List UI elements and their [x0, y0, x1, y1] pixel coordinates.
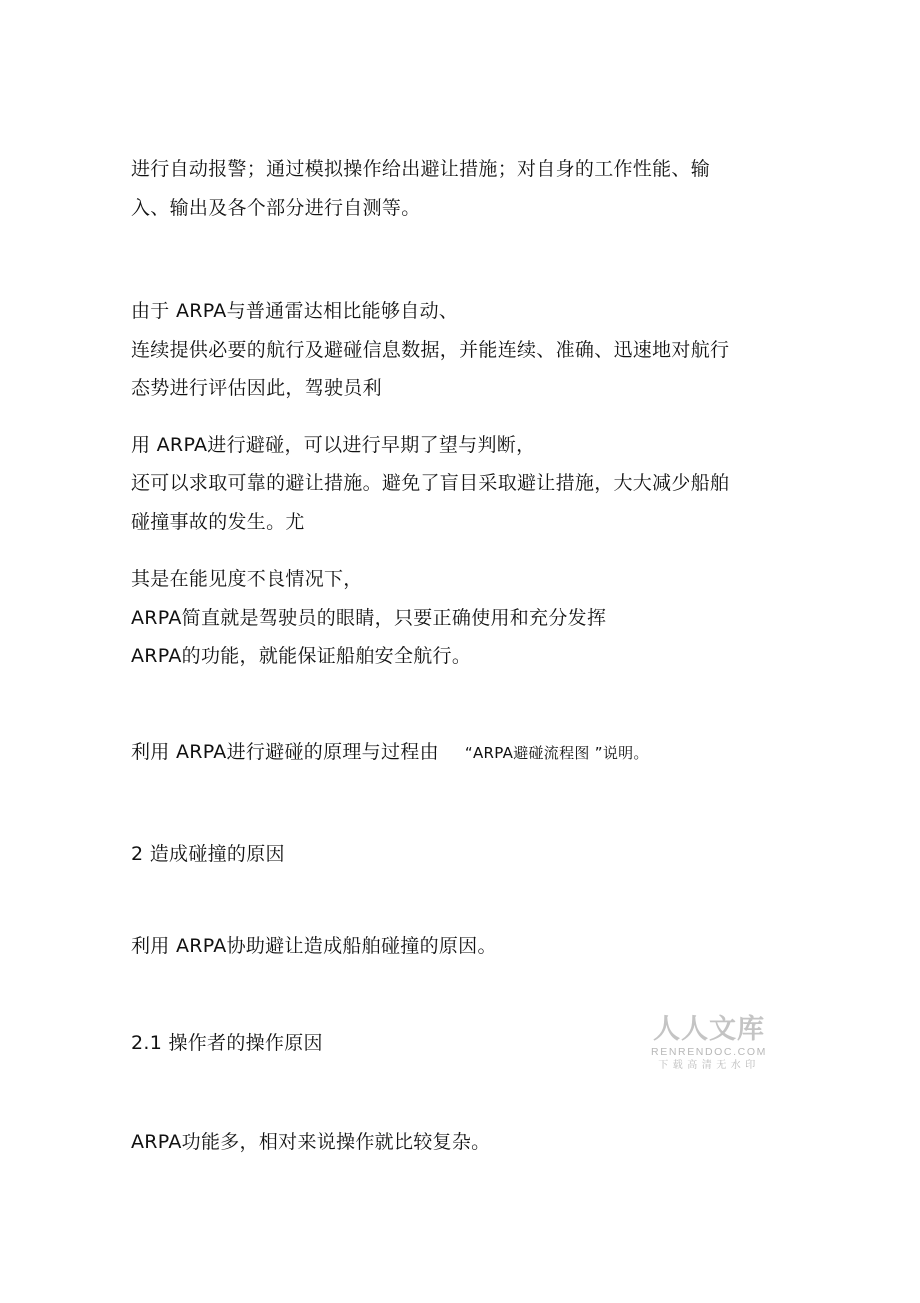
paragraph-line: 入、输出及各个部分进行自测等。 — [131, 197, 421, 219]
watermark-logo — [644, 1014, 774, 1072]
subsection-heading: 2.1 操作者的操作原因 — [131, 1032, 323, 1054]
watermark-title: 人人文库 — [653, 1014, 765, 1045]
paragraph-line: ARPA简直就是驾驶员的眼睛，只要正确使用和充分发挥 — [131, 607, 607, 629]
section-heading: 2 造成碰撞的原因 — [131, 843, 285, 865]
paragraph-line: 连续提供必要的航行及避碰信息数据，并能连续、准确、迅速地对航行 — [131, 339, 730, 361]
watermark-slogan: 下载高清无水印 — [658, 1060, 760, 1071]
watermark-domain: RENRENDOC.COM — [651, 1046, 767, 1058]
paragraph-line — [131, 740, 649, 765]
paragraph-line: 由于 ARPA与普通雷达相比能够自动、 — [131, 300, 459, 322]
paragraph-line: 态势进行评估因此，驾驶员利 — [131, 377, 382, 399]
paragraph-line: 进行自动报警；通过模拟操作给出避让措施；对自身的工作性能、输 — [131, 158, 711, 180]
flowchart-reference: “ARPA避碰流程图 ”说明。 — [464, 744, 649, 762]
line-text: 利用 ARPA进行避碰的原理与过程由 — [131, 741, 439, 763]
paragraph-line: 还可以求取可靠的避让措施。避免了盲目采取避让措施，大大减少船舶 — [131, 472, 730, 494]
paragraph-line: 碰撞事故的发生。尤 — [131, 511, 305, 533]
paragraph-line: 其是在能见度不良情况下， — [131, 568, 363, 590]
paragraph-line: 利用 ARPA协助避让造成船舶碰撞的原因。 — [131, 935, 497, 957]
paragraph-line: 用 ARPA进行避碰，可以进行早期了望与判断， — [131, 434, 536, 456]
paragraph-line: ARPA功能多，相对来说操作就比较复杂。 — [131, 1131, 491, 1153]
paragraph-line: ARPA的功能，就能保证船舶安全航行。 — [131, 645, 472, 667]
